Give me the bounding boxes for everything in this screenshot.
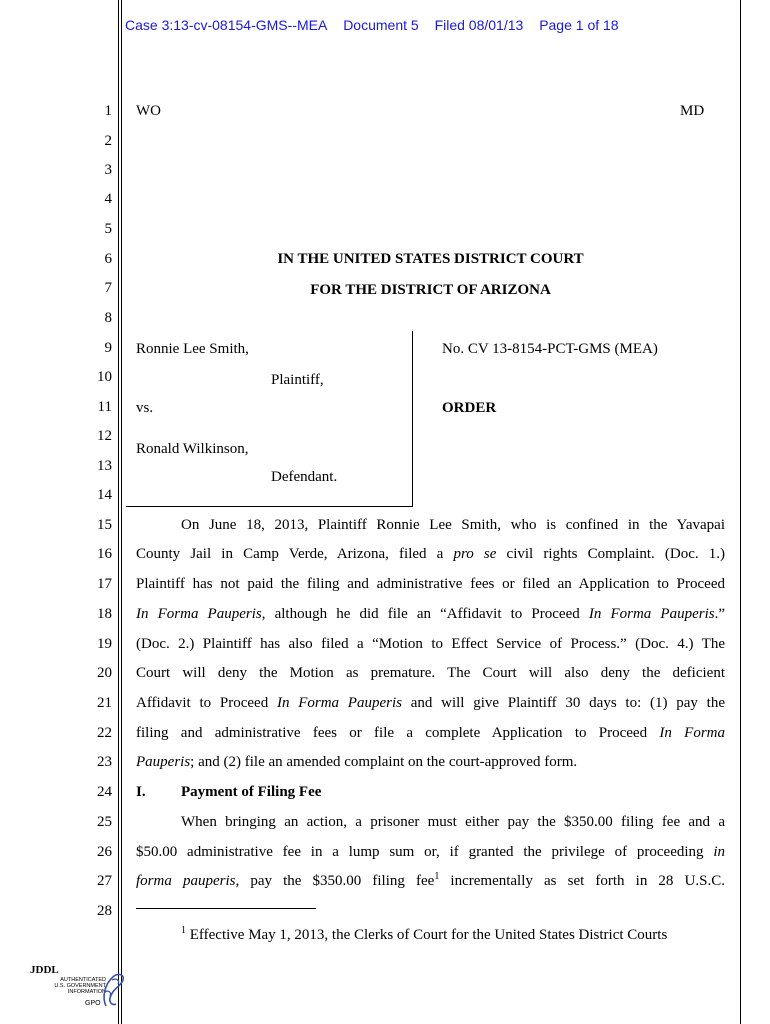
eagle-emblem-icon bbox=[100, 970, 128, 1010]
footnote-reference: 1 bbox=[434, 871, 440, 882]
caption-plaintiff-role: Plaintiff, bbox=[271, 372, 324, 388]
body-line-25: When bringing an action, a prisoner must either pay the $350.00 filing fee and a bbox=[181, 814, 725, 830]
line-number: 25 bbox=[97, 814, 112, 830]
footnote-separator bbox=[136, 908, 316, 909]
body-line-27: forma pauperis, pay the $350.00 filing fee$^1$ incrementally as set forth in 28 U.S.C. bbox=[136, 871, 725, 889]
line-number: 15 bbox=[97, 517, 112, 533]
body-line-23: Pauperis; and (2) file an amended complaint on the court-approved form. bbox=[136, 754, 578, 770]
footnote-text: $^1$ Effective May 1, 2013, the Clerks of Court for the United States District Courts bbox=[181, 925, 668, 943]
caption-defendant-name: Ronald Wilkinson, bbox=[136, 441, 249, 457]
margin-rule-left-outer bbox=[118, 0, 119, 1024]
line-number: 27 bbox=[97, 873, 112, 889]
caption-divider-vertical bbox=[412, 331, 413, 507]
header-document-number: Document 5 bbox=[343, 17, 419, 33]
section-heading: Payment of Filing Fee bbox=[181, 784, 322, 800]
line-number: 2 bbox=[104, 133, 112, 149]
header-case-number: Case 3:13-cv-08154-GMS--MEA bbox=[125, 17, 328, 33]
line-number: 4 bbox=[104, 191, 112, 207]
line-number: 5 bbox=[104, 221, 112, 237]
line-number: 10 bbox=[97, 369, 112, 385]
header-page-count: Page 1 of 18 bbox=[539, 17, 619, 33]
body-line-20: Court will deny the Motion as premature. The Court will also deny the deficient bbox=[136, 665, 725, 681]
line-number: 6 bbox=[104, 251, 112, 267]
line-number: 8 bbox=[104, 310, 112, 326]
line-number: 11 bbox=[97, 399, 112, 415]
line-number: 17 bbox=[97, 576, 112, 592]
line-number: 16 bbox=[97, 546, 112, 562]
body-line-18: In Forma Pauperis, although he did file an “Affidavit to Proceed In Forma Pauperis.” bbox=[136, 606, 726, 622]
line-number: 22 bbox=[97, 725, 112, 741]
line-number: 24 bbox=[97, 784, 112, 800]
margin-rule-right bbox=[740, 0, 741, 1024]
document-title: ORDER bbox=[442, 400, 497, 416]
body-line-16: County Jail in Camp Verde, Arizona, filed a pro se civil rights Complaint. (Doc. 1.) bbox=[136, 546, 726, 562]
body-line-17: Plaintiff has not paid the filing and administrative fees or filed an Application to Proceed bbox=[136, 576, 725, 592]
line-number: 23 bbox=[97, 754, 112, 770]
caption-versus: vs. bbox=[136, 400, 154, 416]
line-number: 21 bbox=[97, 695, 112, 711]
line-number: 1 bbox=[104, 103, 112, 119]
body-line-22: filing and administrative fees or file a complete Application to Proceed In Forma bbox=[136, 725, 726, 741]
body-line-21: Affidavit to Proceed In Forma Pauperis and will give Plaintiff 30 days to: (1) pay the bbox=[136, 695, 725, 711]
ecf-header-stamp bbox=[125, 17, 631, 33]
line-number: 26 bbox=[97, 844, 112, 860]
judge-initials-left: WO bbox=[136, 103, 161, 119]
section-number: I. bbox=[136, 784, 146, 800]
caption-plaintiff-name: Ronnie Lee Smith, bbox=[136, 341, 249, 357]
line-number: 28 bbox=[97, 903, 112, 919]
line-number: 18 bbox=[97, 606, 112, 622]
gpo-label: GPO bbox=[85, 1000, 101, 1007]
line-number: 12 bbox=[97, 428, 112, 444]
jddl-label: JDDL bbox=[30, 964, 59, 976]
body-line-19: (Doc. 2.) Plaintiff has also filed a “Motion to Effect Service of Process.” (Doc. 4.) The bbox=[136, 636, 725, 652]
court-district: FOR THE DISTRICT OF ARIZONA bbox=[310, 282, 551, 298]
line-number: 14 bbox=[97, 487, 112, 503]
caption-divider-horizontal bbox=[126, 506, 413, 507]
judge-initials-right: MD bbox=[680, 103, 705, 119]
header-filed-date: Filed 08/01/13 bbox=[434, 17, 524, 33]
authenticated-label: AUTHENTICATED U.S. GOVERNMENT INFORMATION bbox=[54, 977, 106, 995]
court-name: IN THE UNITED STATES DISTRICT COURT bbox=[277, 251, 584, 267]
margin-rule-left-inner bbox=[121, 0, 122, 1024]
body-line-26: $50.00 administrative fee in a lump sum or, if granted the privilege of proceeding in bbox=[136, 844, 725, 860]
line-number: 7 bbox=[104, 280, 112, 296]
line-number: 13 bbox=[97, 458, 112, 474]
line-number: 9 bbox=[104, 340, 112, 356]
line-number: 20 bbox=[97, 665, 112, 681]
gpo-authentication-logo bbox=[30, 964, 130, 1014]
case-number: No. CV 13-8154-PCT-GMS (MEA) bbox=[442, 341, 658, 357]
line-number: 3 bbox=[104, 162, 112, 178]
caption-defendant-role: Defendant. bbox=[271, 469, 338, 485]
line-number: 19 bbox=[97, 636, 112, 652]
body-line-15: On June 18, 2013, Plaintiff Ronnie Lee Smith, who is confined in the Yavapai bbox=[181, 517, 725, 533]
